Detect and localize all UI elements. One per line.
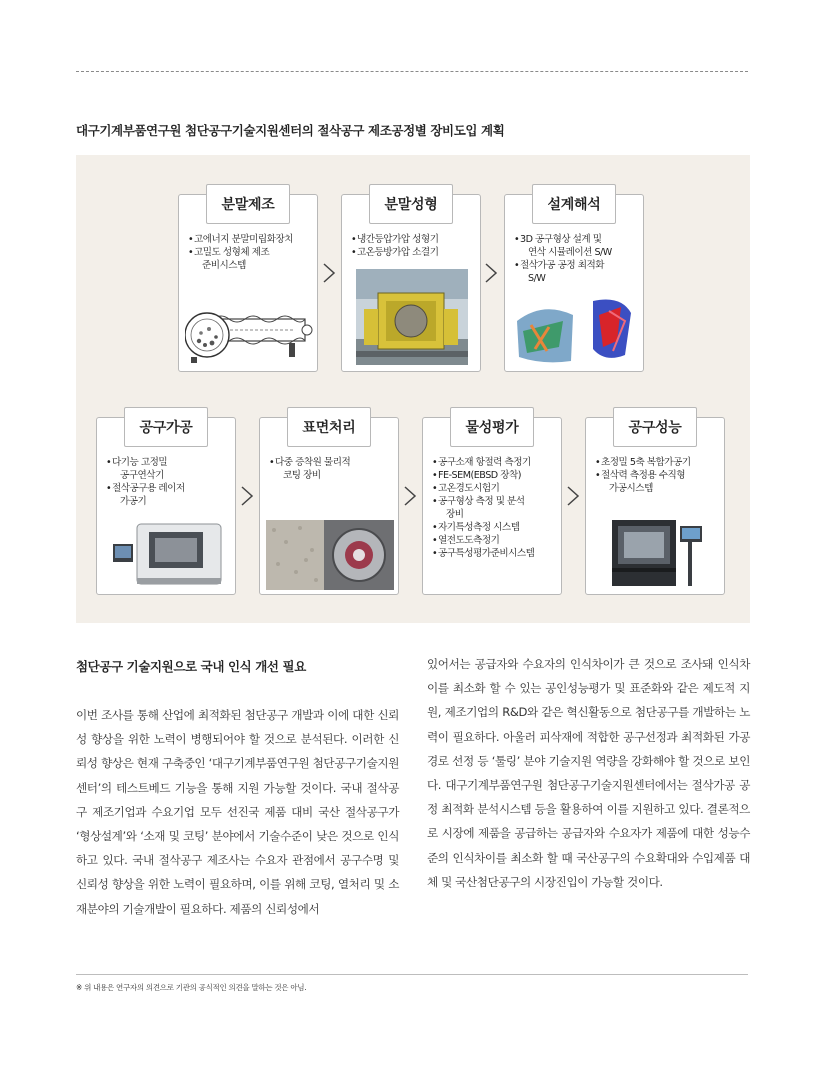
stage-items [432,456,557,560]
stage-item: • 초정밀 5축 복합가공기 [595,456,720,469]
stage-card-powder-forming [341,194,481,372]
stage-item: • FE-SEM(EBSD 장착) [432,469,557,482]
footnote: ※ 위 내용은 연구자의 의견으로 기관의 공식적인 의견을 말하는 것은 아님. [76,983,307,992]
stage-card-design-analysis [504,194,644,372]
stage-card-surface-treatment [259,417,399,595]
stage-item: S/W [528,273,546,284]
stage-item: 준비시스템 [202,260,246,271]
stage-item: 가공기 [120,496,147,507]
stage-items [269,456,394,482]
stage-card-tool-performance [585,417,725,595]
stage-label: 표면처리 [287,407,371,447]
stage-item: • 공구특성평가준비시스템 [432,547,557,560]
stage-item: 코팅 장비 [283,470,321,481]
stage-item: 장비 [446,509,464,520]
stage-item: • 다기능 고정밀 [106,456,231,469]
chevron-right-icon [240,486,254,506]
stage-items [106,456,231,508]
stage-label: 분말성형 [369,184,453,224]
stage-item: • 고에너지 분말미립화장치 [188,233,313,246]
stage-items [514,233,639,285]
chevron-right-icon [566,486,580,506]
stage-item: • 열전도도측정기 [432,534,557,547]
machining-center-photo [606,514,710,590]
stage-item: • 공구형상 측정 및 분석 [432,495,557,508]
stage-items [595,456,720,495]
stage-item: • 고온등방가압 소결기 [351,246,476,259]
stage-item: • 자기특성측정 시스템 [432,521,557,534]
stage-item: 연삭 시뮬레이션 S/W [528,247,612,258]
body-column-right [427,652,750,894]
grinder-photo [109,518,227,590]
body-column-left [76,703,399,921]
stage-label: 공구성능 [613,407,697,447]
simulation-render [513,291,639,367]
chevron-right-icon [484,263,498,283]
stage-item: • 절삭공구용 레이저 [106,482,231,495]
chevron-right-icon [322,263,336,283]
chevron-right-icon [403,486,417,506]
press-machine-photo [356,269,468,365]
stage-card-property-evaluation [422,417,562,595]
stage-label: 설계해석 [532,184,616,224]
stage-label: 물성평가 [450,407,534,447]
stage-card-tool-machining [96,417,236,595]
stage-item: 공구연삭기 [120,470,164,481]
section-subtitle: 첨단공구 기술지원으로 국내 인식 개선 필요 [76,659,306,674]
process-diagram [76,155,750,623]
atomizer-drawing [185,299,313,365]
stage-item: • 절삭력 측정용 수직형 [595,469,720,482]
stage-card-powder-making [178,194,318,372]
stage-items [188,233,313,272]
stage-item: • 냉간등압가압 성형기 [351,233,476,246]
stage-item: • 고온경도시험기 [432,482,557,495]
figure-title: 대구기계부품연구원 첨단공구기술지원센터의 절삭공구 제조공정별 장비도입 계획 [76,123,505,138]
stage-item: • 다중 증착원 물리적 [269,456,394,469]
stage-item: • 3D 공구형상 설계 및 [514,233,639,246]
stage-label: 공구가공 [124,407,208,447]
top-dashed-rule [76,71,748,72]
stage-item: • 공구소재 항절력 측정기 [432,456,557,469]
body-paragraph: 이번 조사를 통해 산업에 최적화된 첨단공구 개발과 이에 대한 신뢰성 향상을 위한 노력이 병행되어야 할 것으로 분석된다. 이러한 신뢰성 향상은 현재 구축중인 ‘대구기계부품연구원 첨단공구기술지원센터’의 테스트베드 기능을 통해 지원 가능할 것이다. 국내 절삭공구 제조기업과 수요기업 모두 선진국 제품 대비 국산 절삭공구가 ‘형상설계’와 ‘소재 및 코팅’ 분야에서 기술수준이 낮은 것으로 인식하고 있다. 국내 절삭공구 제조사는 수요자 관점에서 공구수명 및 신뢰성 향상을 위한 노력이 필요하며, 이를 위해 코팅, 열처리 및 소재분야의 기술개발이 필요하다. 제품의 신뢰성에서 [76,708,399,916]
stage-items [351,233,476,259]
stage-item: 가공시스템 [609,483,653,494]
coating-chamber-photo [266,520,394,590]
stage-item: • 고밀도 성형체 제조 [188,246,313,259]
stage-item: • 절삭가공 공정 최적화 [514,259,639,272]
body-paragraph: 있어서는 공급자와 수요자의 인식차이가 큰 것으로 조사돼 인식차이를 최소화 할 수 있는 공인성능평가 및 표준화와 같은 제도적 지원, 제조기업의 R&D와 같은 혁신활동으로 첨단공구를 개발하는 노력이 필요하다. 아울러 피삭재에 적합한 공구선정과 최적화된 가공경로 선정 등 ‘툴링’ 분야 기술지원 역량을 강화해야 할 것으로 보인다. 대구기계부품연구원 첨단공구기술지원센터에서는 절삭가공 공정 최적화 분석시스템 등을 활용하여 이를 지원하고 있다. 결론적으로 시장에 제품을 공급하는 공급자와 수요자가 제품에 대한 성능수준의 인식차이를 최소화 할 때 국산공구의 수요확대와 수입제품 대체 및 국산첨단공구의 시장진입이 가능할 것이다. [427,657,750,889]
footnote-rule [76,974,748,975]
stage-label: 분말제조 [206,184,290,224]
